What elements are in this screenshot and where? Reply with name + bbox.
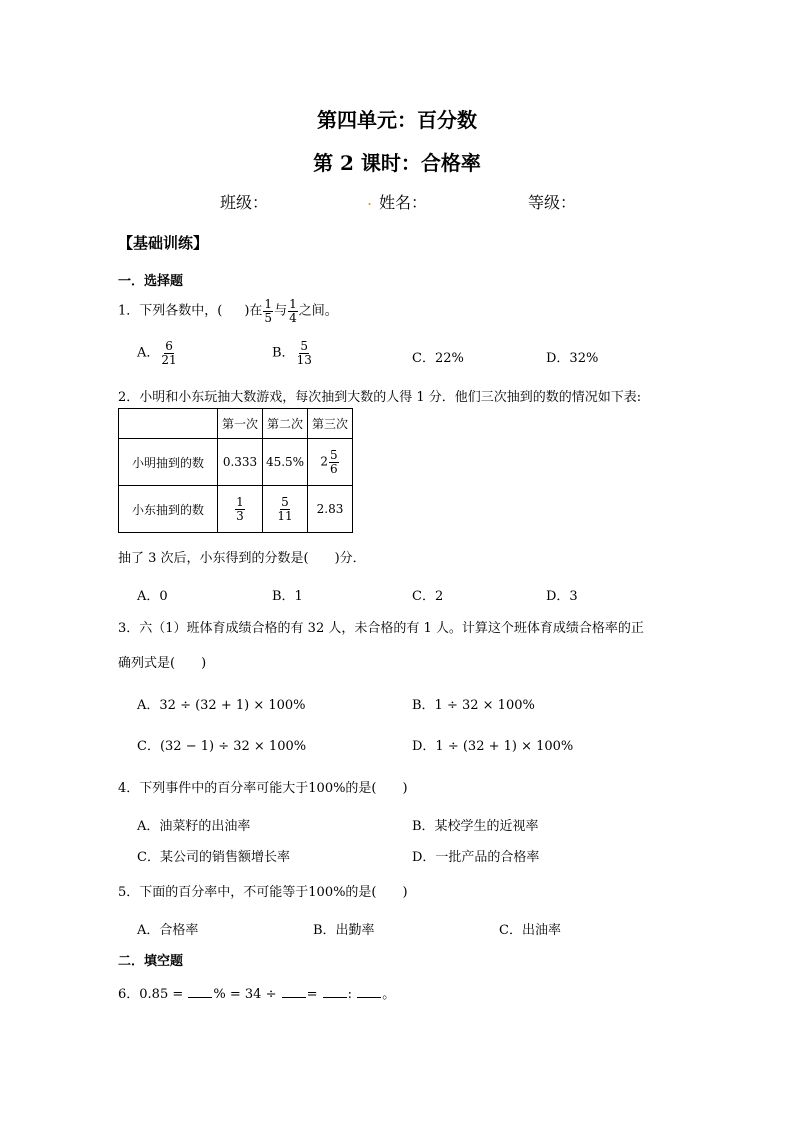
name-label: 姓名： — [379, 193, 428, 212]
q6-blank-3[interactable] — [323, 986, 347, 998]
q4-option-d[interactable]: D．一批产品的合格率 — [412, 850, 540, 865]
table-cell-fraction: $\frac{1}{3}$ — [218, 486, 263, 533]
q2-table — [118, 408, 353, 533]
q1-fraction-2: $\frac{1}{4}$ — [289, 297, 297, 325]
question-2: 2．小明和小东玩抽大数游戏，每次抽到大数的人得 1 分．他们三次抽到的数的情况如下表: — [118, 390, 642, 405]
q4-option-a[interactable]: A．油菜籽的出油率 — [137, 819, 251, 834]
q3-option-a[interactable]: A．32 ÷ (32 + 1) × 100% — [137, 698, 306, 713]
q6-blank-2[interactable] — [282, 986, 306, 998]
q6-text: = — [306, 987, 318, 1002]
section-heading: 【基础训练】 — [118, 234, 209, 252]
q6-blank-4[interactable] — [357, 986, 381, 998]
q5-option-b[interactable]: B．出勤率 — [313, 923, 375, 938]
q6-text: % = 34 ÷ — [213, 987, 277, 1002]
q1-option-c[interactable]: C．22% — [412, 351, 464, 366]
q2-option-d[interactable]: D．3 — [546, 589, 578, 604]
q1-text-post: )在 — [244, 303, 263, 319]
q4-option-c[interactable]: C．某公司的销售额增长率 — [137, 850, 290, 865]
q6-blank-1[interactable] — [188, 986, 212, 998]
page-title: 第四单元：百分数 — [317, 108, 477, 132]
q1-text-pre: 1．下列各数中，( — [118, 303, 223, 319]
q6-text: 6．0.85 = — [118, 987, 184, 1002]
table-header: 第一次 — [218, 409, 263, 439]
q2-option-c[interactable]: C．2 — [412, 589, 444, 604]
q1-option-d[interactable]: D．32% — [546, 351, 599, 366]
separator-dot: . — [367, 190, 373, 209]
q1-text-mid: 与 — [274, 303, 288, 319]
table-cell: 45.5% — [263, 439, 308, 486]
q1-option-b[interactable]: B． $\frac{5}{13}$ — [272, 339, 312, 367]
question-4: 4．下列事件中的百分率可能大于100%的是( ) — [118, 781, 408, 796]
lesson-subtitle: 第 2 课时：合格率 — [313, 151, 481, 175]
table-row-label: 小东抽到的数 — [119, 486, 218, 533]
q4-option-b[interactable]: B．某校学生的近视率 — [412, 819, 539, 834]
table-cell-fraction: $\frac{5}{11}$ — [263, 486, 308, 533]
q6-text: : — [347, 987, 353, 1002]
table-row-label: 小明抽到的数 — [119, 439, 218, 486]
table-cell-mixed-number: 2 $\frac{5}{6}$ — [308, 439, 353, 486]
part-heading-fill: 二．填空题 — [118, 954, 184, 969]
q6-text: 。 — [382, 987, 396, 1002]
table-header: 第二次 — [263, 409, 308, 439]
q1-option-a[interactable]: A． $\frac{6}{21}$ — [137, 339, 177, 367]
grade-label: 等级： — [528, 193, 577, 212]
q1-text-end: 之间。 — [298, 303, 338, 319]
table-cell: 2.83 — [308, 486, 353, 533]
question-5: 5．下面的百分率中，不可能等于100%的是( ) — [118, 885, 408, 900]
table-corner-cell — [119, 409, 218, 439]
question-3-line2: 确列式是( ) — [118, 656, 207, 671]
q2-option-a[interactable]: A．0 — [137, 589, 168, 604]
class-label: 班级： — [220, 193, 269, 212]
question-1 — [118, 298, 338, 324]
q2-question-after: 抽了 3 次后，小东得到的分数是( )分． — [118, 551, 366, 566]
q3-option-d[interactable]: D．1 ÷ (32 + 1) × 100% — [412, 739, 574, 754]
question-3-line1: 3．六（1）班体育成绩合格的有 32 人，未合格的有 1 人。计算这个班体育成绩合格率的正 — [118, 621, 644, 636]
question-6 — [118, 983, 395, 1002]
q3-option-b[interactable]: B．1 ÷ 32 × 100% — [412, 698, 535, 713]
table-cell: 0.333 — [218, 439, 263, 486]
q1-fraction-1: $\frac{1}{5}$ — [264, 297, 273, 325]
part-heading-choice: 一．选择题 — [118, 274, 184, 289]
q5-option-c[interactable]: C．出油率 — [499, 923, 561, 938]
table-header: 第三次 — [308, 409, 353, 439]
q3-option-c[interactable]: C．(32 − 1) ÷ 32 × 100% — [137, 739, 307, 754]
q5-option-a[interactable]: A．合格率 — [137, 923, 199, 938]
q2-option-b[interactable]: B．1 — [272, 589, 303, 604]
